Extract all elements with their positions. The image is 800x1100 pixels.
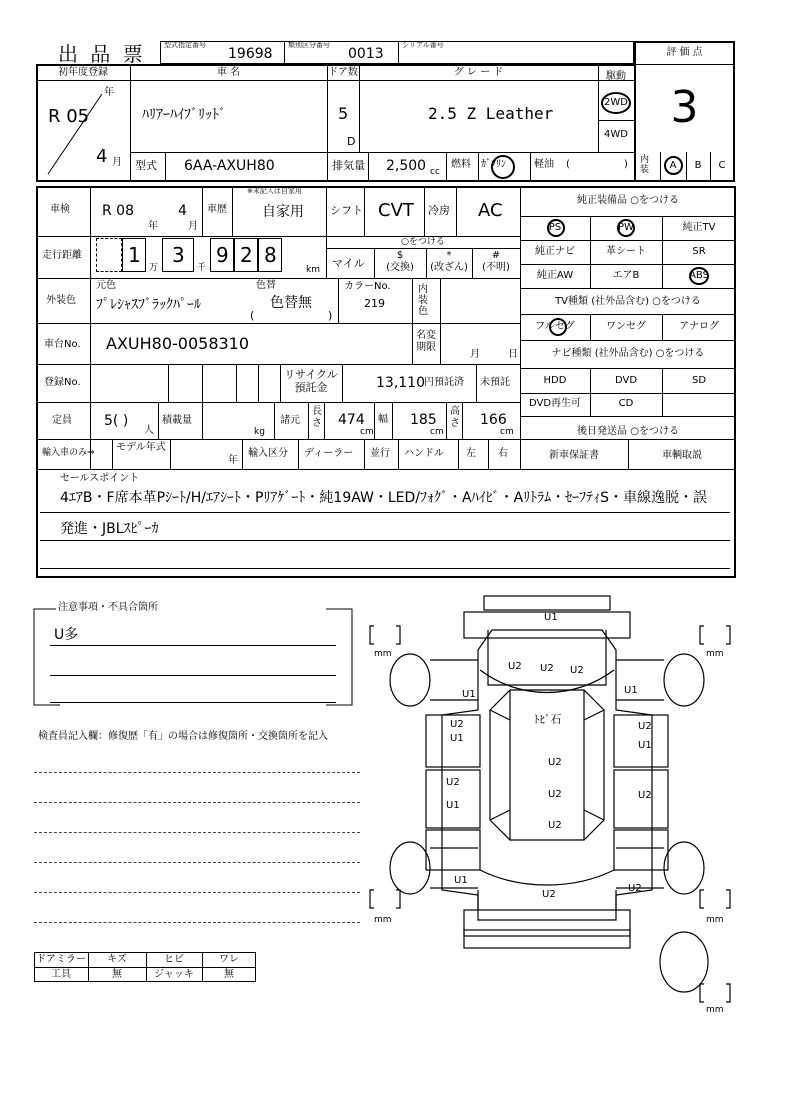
recycle-label: リサイクル預託金 xyxy=(284,368,338,394)
model-no-label: 型式指定番号 xyxy=(164,41,206,49)
equip-aw: 純正AW xyxy=(536,270,574,281)
sales-points-line1: 4ｴｱB・F席本革Pｼｰﾄ/H/ｴｱｼｰﾄ・Pﾘｱｹﾞｰﾄ・純19AW・LED/ﾌｫｸﾞ・Aﾊｲﾋﾞ・Aﾘﾄﾗﾑ・ｾｰﾌﾃｨS・車線逸脱・誤 xyxy=(60,490,708,506)
reg-label: 登録No. xyxy=(44,377,81,388)
asterisk-mark: * xyxy=(446,250,452,261)
tools-header: キズ xyxy=(107,954,127,965)
mileage-digit: 1 xyxy=(128,243,141,267)
chassis-label: 車台No. xyxy=(44,339,81,350)
tools-cell: 無 xyxy=(224,969,234,980)
length-label: 長さ xyxy=(312,406,322,429)
handle-left: 左 xyxy=(466,448,476,459)
tools-cell: 無 xyxy=(112,969,122,980)
tv-title: TV種類 (社外品含む) ○をつける xyxy=(555,296,701,307)
paren-close: ) xyxy=(328,309,333,322)
damage-label: U2 xyxy=(446,777,460,788)
equip-abs-circle xyxy=(689,267,709,285)
model-year-label: モデル年式 xyxy=(116,442,166,453)
mileage-digit: 9 xyxy=(216,243,229,267)
mm-label: mm xyxy=(706,915,724,925)
door-d: D xyxy=(347,135,356,148)
height-value: 166 xyxy=(480,412,507,428)
car-name: ﾊﾘｱｰﾊｲﾌﾞﾘｯﾄﾞ xyxy=(142,107,226,123)
cm-unit: cm xyxy=(360,427,374,437)
paren-close: ) xyxy=(624,159,628,170)
tv-analog: アナログ xyxy=(679,321,719,332)
paren-open: ( xyxy=(250,309,255,322)
car-damage-diagram xyxy=(360,590,760,1040)
first-reg-label: 初年度登録 xyxy=(58,67,108,78)
notes-label: 注意事項・不具合箇所 xyxy=(58,602,158,613)
shaken-year: R 08 xyxy=(102,203,134,219)
width-value: 185 xyxy=(410,412,437,428)
interior-color-label: 内装色 xyxy=(418,284,428,317)
hash-mark: # xyxy=(491,250,501,261)
damage-label: U2 xyxy=(628,883,642,894)
history-note: ※未記入は自家用 xyxy=(247,187,302,195)
doors-value: 5 xyxy=(338,104,349,123)
mm-label: mm xyxy=(706,649,724,659)
form-title: 出 品 票 xyxy=(58,42,146,66)
kg-unit: kg xyxy=(254,427,265,437)
mileage-digit: 8 xyxy=(264,243,277,267)
inspector-label: 検査員記入欄：修復歴「有」の場合は修復箇所・交換箇所を記入 xyxy=(38,731,328,742)
shaken-month: 4 xyxy=(178,203,187,219)
later-manual: 車輌取説 xyxy=(662,450,702,461)
equip-pw: PW xyxy=(618,222,634,233)
first-reg-year: R 05 xyxy=(48,106,90,127)
damage-label: U1 xyxy=(624,685,638,696)
model-year-suffix: 年 xyxy=(228,455,238,466)
notes-bracket xyxy=(30,602,356,709)
class-no-label: 類別区分番号 xyxy=(288,41,330,49)
later-title: 後日発送品 ○をつける xyxy=(577,426,679,437)
person-unit: 人 xyxy=(144,425,154,436)
equip-ps-circle xyxy=(547,219,565,237)
color-change-value: 色替無 xyxy=(270,295,312,311)
grade-value: 2.5 Z Leather xyxy=(428,104,554,123)
damage-label: U1 xyxy=(544,612,558,623)
import-label: 輸入車のみ⇒ xyxy=(42,448,95,458)
color-no: 219 xyxy=(364,297,385,310)
interior-label: 内装 xyxy=(640,155,650,175)
car-name-label: 車 名 xyxy=(216,67,241,78)
ac-value: AC xyxy=(478,200,503,221)
interior-a: A xyxy=(669,160,677,171)
interior-b: B xyxy=(694,160,702,171)
mile-option: マイル xyxy=(332,257,365,270)
expiry-day: 日 xyxy=(508,349,518,360)
equip-ps: PS xyxy=(548,222,562,233)
tools-header: ドアミラー xyxy=(36,954,86,965)
color-change-label: 色替 xyxy=(256,280,276,291)
height-label: 高さ xyxy=(450,406,460,429)
tampered-option: (改ざん) xyxy=(430,262,468,273)
recycle-value: 13,110 xyxy=(376,375,425,391)
equip-leather: 革シート xyxy=(606,246,646,257)
mileage-digit: 2 xyxy=(240,243,253,267)
equip-sr: SR xyxy=(692,246,706,257)
fuel-label: 燃料 xyxy=(451,159,471,170)
month-suffix: 月 xyxy=(112,157,122,168)
nav-dvd-play: DVD再生可 xyxy=(528,398,582,409)
recycle-status: 円預託済 xyxy=(424,377,464,388)
damage-label: U2 xyxy=(548,757,562,768)
color-no-label: カラーNo. xyxy=(344,281,391,292)
damage-label: U1 xyxy=(462,689,476,700)
dims-label: 諸元 xyxy=(280,415,300,426)
parallel-option: 並行 xyxy=(370,448,390,459)
equip-navi: 純正ナビ xyxy=(535,246,575,257)
mm-label: mm xyxy=(374,915,392,925)
damage-label: U2 xyxy=(638,721,652,732)
equip-abs: ABS xyxy=(689,270,709,281)
color-label: 外装色 xyxy=(46,295,76,306)
tv-fullseg: フルセグ xyxy=(535,321,575,332)
year-suffix: 年 xyxy=(104,87,114,98)
tools-cell: 工具 xyxy=(51,969,71,980)
tv-oneseg: ワンセグ xyxy=(606,321,646,332)
expiry-month: 月 xyxy=(470,349,480,360)
first-reg-month: 4 xyxy=(96,146,108,167)
dollar-mark: $ xyxy=(396,250,404,261)
fuel-gas: ｶﾞｿﾘﾝ xyxy=(481,159,506,170)
damage-label: U2 xyxy=(638,790,652,801)
doors-label: ドア数 xyxy=(328,67,358,78)
damage-label: U2 xyxy=(570,665,584,676)
damage-label: U2 xyxy=(450,719,464,730)
type-value: 6AA-AXUH80 xyxy=(184,158,275,174)
damage-label: ﾄﾋﾞ石 xyxy=(534,713,562,726)
expiry-label: 名変期限 xyxy=(416,330,436,353)
capacity-value: 5( ) xyxy=(104,413,129,429)
recycle-unpaid: 未預託 xyxy=(480,377,510,388)
damage-label: U1 xyxy=(638,740,652,751)
load-label: 積載量 xyxy=(162,415,192,426)
chassis-value: AXUH80-0058310 xyxy=(106,334,250,353)
shaken-year-suffix: 年 xyxy=(148,221,158,232)
tv-fullseg-circle xyxy=(549,318,567,336)
handle-right: 右 xyxy=(498,448,508,459)
nav-sd: SD xyxy=(691,375,707,386)
mile-circle-note: ○をつける xyxy=(401,237,445,247)
dealer-option: ディーラー xyxy=(304,448,354,459)
mileage-digit: 3 xyxy=(172,243,185,267)
man-unit: 万 xyxy=(149,263,159,273)
cm-unit: cm xyxy=(430,427,444,437)
length-value: 474 xyxy=(338,412,365,428)
later-warranty: 新車保証書 xyxy=(549,450,599,461)
grade-label: グ レ ー ド xyxy=(453,67,504,78)
history-label: 車歴 xyxy=(207,204,227,215)
width-label: 幅 xyxy=(378,414,388,425)
sales-points-line2: 発進・JBLｽﾋﾟｰｶ xyxy=(60,521,159,537)
import-class-label: 輸入区分 xyxy=(248,448,288,459)
damage-label: U1 xyxy=(446,800,460,811)
nav-title: ナビ種類 (社外品含む) ○をつける xyxy=(551,348,705,359)
damage-label: U2 xyxy=(508,661,522,672)
drive-2wd: 2WD xyxy=(604,97,628,108)
history-value: 自家用 xyxy=(262,204,304,220)
shaken-label: 車検 xyxy=(50,204,70,215)
drive-label: 駆動 xyxy=(606,71,626,82)
exchange-option: (交換) xyxy=(386,262,414,273)
damage-label: U1 xyxy=(450,733,464,744)
fuel-oil: 軽油 xyxy=(534,159,554,170)
score-label: 評 価 点 xyxy=(666,47,703,58)
score-value: 3 xyxy=(670,82,699,133)
handle-label: ハンドル xyxy=(404,448,444,459)
cc-unit: cc xyxy=(430,167,440,177)
paren-open: ( xyxy=(566,159,570,170)
sales-points-label: セールスポイント xyxy=(60,473,140,484)
shift-value: CVT xyxy=(378,200,414,221)
unknown-option: (不明) xyxy=(482,262,510,273)
mm-label: mm xyxy=(706,1005,724,1015)
serial-label: シリアル番号 xyxy=(402,41,444,49)
notes-line1: U多 xyxy=(54,627,79,643)
color-value: ﾌﾟﾚｼｬｽﾌﾞﾗｯｸﾊﾟｰﾙ xyxy=(96,297,201,313)
shaken-month-suffix: 月 xyxy=(188,221,198,232)
displacement-value: 2,500 xyxy=(386,158,427,174)
displacement-label: 排気量 xyxy=(332,159,365,172)
damage-label: U2 xyxy=(548,820,562,831)
damage-label: U2 xyxy=(542,889,556,900)
class-no: 0013 xyxy=(348,46,384,62)
equipment-title: 純正装備品 ○をつける xyxy=(577,195,679,206)
equip-pw-circle xyxy=(617,219,635,237)
nav-dvd: DVD xyxy=(614,375,638,386)
nav-cd: CD xyxy=(618,398,634,409)
interior-c: C xyxy=(718,160,726,171)
equip-airbag: エアB xyxy=(612,270,640,281)
tools-header: ワレ xyxy=(219,954,239,965)
mm-label: mm xyxy=(374,649,392,659)
damage-label: U2 xyxy=(548,789,562,800)
sen-unit: 千 xyxy=(197,263,207,273)
cm-unit: cm xyxy=(500,427,514,437)
damage-label: U2 xyxy=(540,663,554,674)
mileage-label: 走行距離 xyxy=(42,250,82,261)
tools-header: ヒビ xyxy=(164,954,184,965)
model-no: 19698 xyxy=(228,46,273,62)
tools-cell: ジャッキ xyxy=(154,969,194,980)
fuel-gas-circle xyxy=(491,155,515,179)
damage-label: U1 xyxy=(454,875,468,886)
nav-hdd: HDD xyxy=(543,375,567,386)
drive-4wd: 4WD xyxy=(604,129,628,140)
capacity-label: 定員 xyxy=(52,415,72,426)
ac-label: 冷房 xyxy=(428,204,450,217)
km-unit: km xyxy=(306,265,320,275)
type-label: 型式 xyxy=(135,159,157,172)
orig-color-label: 元色 xyxy=(96,280,116,291)
shift-label: シフト xyxy=(330,204,363,217)
equip-tv: 純正TV xyxy=(682,222,716,233)
